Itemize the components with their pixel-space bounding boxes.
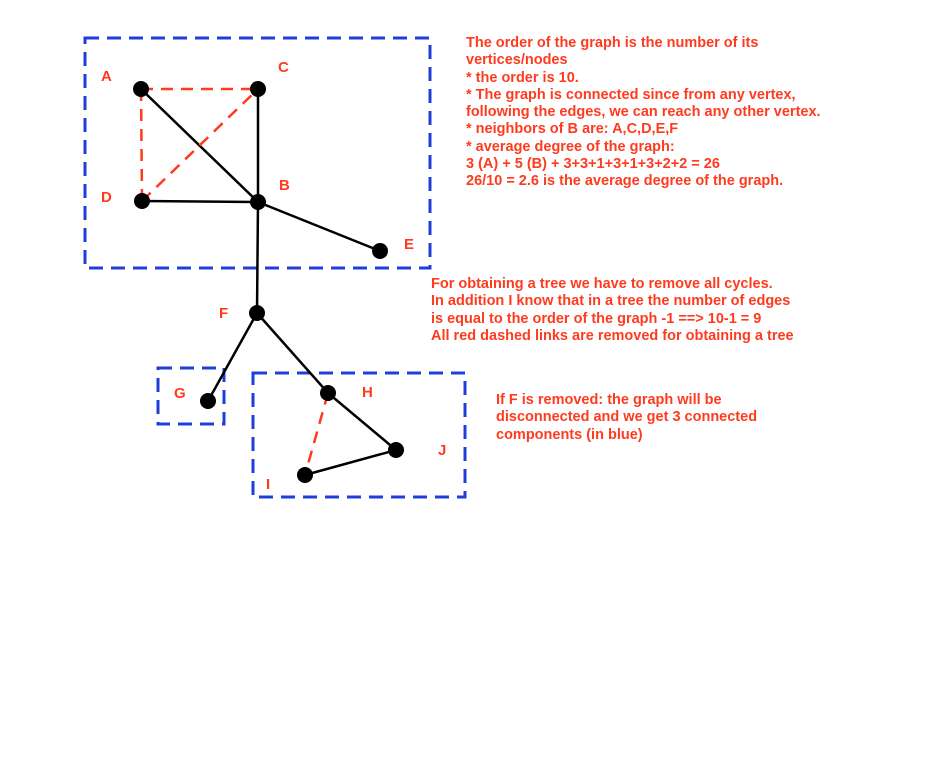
node-j [388, 442, 404, 458]
node-b [250, 194, 266, 210]
edge-b-f [257, 202, 258, 313]
node-g [200, 393, 216, 409]
label-i: I [266, 476, 271, 493]
removed-edge-a-d [141, 89, 142, 201]
label-c: C [278, 59, 289, 76]
note-line: 3 (A) + 5 (B) + 3+3+1+3+1+3+2+2 = 26 [466, 156, 720, 173]
note-line: following the edges, we can reach any other vertex. [466, 104, 821, 121]
note-line: disconnected and we get 3 connected [496, 409, 758, 426]
note-tree [431, 276, 794, 345]
edge-j-i [305, 450, 396, 475]
edge-f-g [208, 313, 257, 401]
node-h [320, 385, 336, 401]
note-line: vertices/nodes [466, 52, 568, 69]
edge-d-b [142, 201, 258, 202]
note-line: The order of the graph is the number of its [466, 35, 759, 51]
note-graph-order [466, 35, 821, 191]
label-h: H [362, 384, 373, 401]
node-c [250, 81, 266, 97]
note-line: * average degree of the graph: [466, 138, 675, 155]
component-hij-box [253, 373, 465, 497]
node-d [134, 193, 150, 209]
edge-f-h [257, 313, 328, 393]
node-a [133, 81, 149, 97]
note-line: * neighbors of B are: A,C,D,E,F [466, 121, 679, 138]
node-i [297, 467, 313, 483]
note-line: All red dashed links are removed for obtaining a tree [431, 327, 794, 344]
node-e [372, 243, 388, 259]
note-line: * the order is 10. [466, 69, 579, 86]
label-f: F [219, 305, 229, 322]
note-line: In addition I know that in a tree the number of edges [431, 293, 791, 310]
edge-h-j [328, 393, 396, 450]
note-line: For obtaining a tree we have to remove all cycles. [431, 276, 773, 292]
note-line: is equal to the order of the graph -1 ==> 10-1 = 9 [431, 310, 762, 327]
edge-b-e [258, 202, 380, 251]
label-b: B [279, 177, 290, 194]
label-e: E [404, 236, 415, 253]
label-d: D [101, 189, 112, 206]
note-remove-f [496, 392, 757, 444]
note-line: If F is removed: the graph will be [496, 392, 722, 408]
note-line: 26/10 = 2.6 is the average degree of the graph. [466, 173, 784, 190]
label-a: A [101, 68, 112, 85]
note-line: * The graph is connected since from any vertex, [466, 86, 796, 103]
removed-edge-h-i [305, 393, 328, 475]
label-g: G [174, 385, 186, 402]
label-j: J [438, 442, 447, 459]
node-f [249, 305, 265, 321]
note-line: components (in blue) [496, 426, 643, 443]
